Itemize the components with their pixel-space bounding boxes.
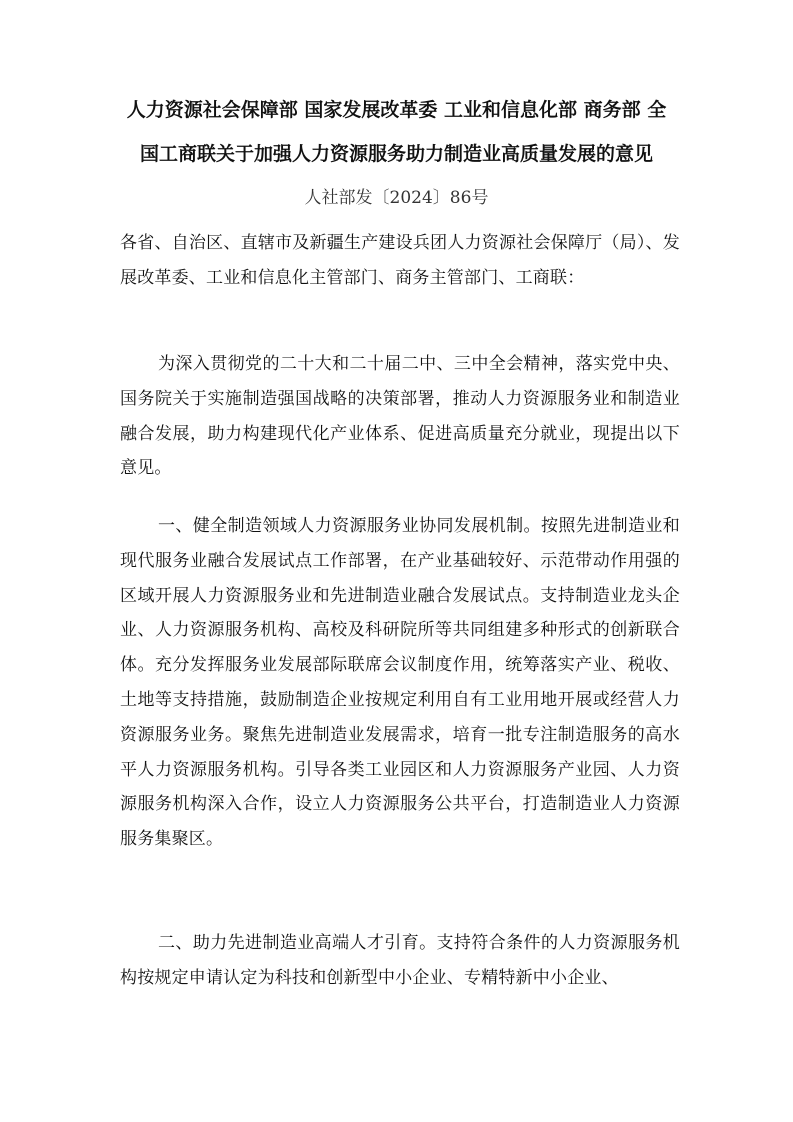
paragraph-section-1: 一、健全制造领域人力资源服务业协同发展机制。按照先进制造业和现代服务业融合发展试点工作部署，在产业基础较好、示范带动作用强的区域开展人力资源服务业和先进制造业融合发展试点。支持制造业龙头企业、人力资源服务机构、高校及科研院所等共同组建多种形式的创新联合体。充分发挥服务业发展部际联席会议制度作用，统筹落实产业、税收、土地等支持措施，鼓励制造企业按规定利用自有工业用地开展或经营人力资源服务业务。聚焦先进制造业发展需求，培育一批专注制造服务的高水平人力资源服务机构。引导各类工业园区和人力资源服务产业园、人力资源服务机构深入合作，设立人力资源服务公共平台，打造制造业人力资源服务集聚区。 [120,516,680,850]
document-title-line-2: 国工商联关于加强人力资源服务助力制造业高质量发展的意见 [139,143,653,165]
document-number: 人社部发〔2024〕86号 [304,188,489,208]
paragraph-section-2: 二、助力先进制造业高端人才引育。支持符合条件的人力资源服务机构按规定申请认定为科技和创新型中小企业、专精特新中小企业、 [120,933,680,988]
paragraph-intro: 为深入贯彻党的二十大和二十届二中、三中全会精神，落实党中央、国务院关于实施制造强国战略的决策部署，推动人力资源服务业和制造业融合发展，助力构建现代化产业体系、促进高质量充分就业，现提出以下意见。 [120,354,680,479]
salutation: 各省、自治区、直辖市及新疆生产建设兵团人力资源社会保障厅（局）、发展改革委、工业和信息化主管部门、商务主管部门、工商联： [120,233,680,288]
document-title-line-1: 人力资源社会保障部 国家发展改革委 工业和信息化部 商务部 全 [126,99,667,121]
